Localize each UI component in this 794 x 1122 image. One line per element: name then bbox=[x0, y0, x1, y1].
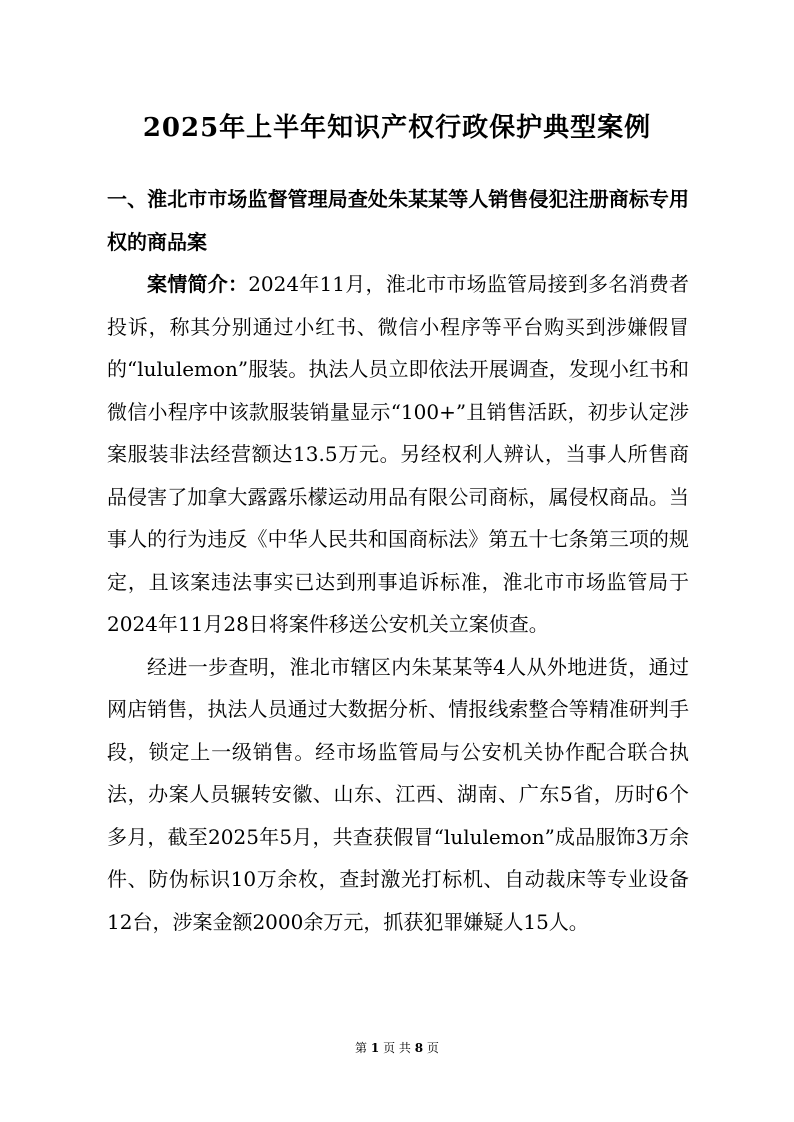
document-title: 2025年上半年知识产权行政保护典型案例 bbox=[142, 113, 652, 143]
footer-current-page: 1 bbox=[370, 1041, 380, 1055]
section-heading: 一、淮北市市场监督管理局查处朱某某等人销售侵犯注册商标专用权的商品案 bbox=[107, 187, 689, 254]
footer-prefix: 第 bbox=[355, 1041, 368, 1055]
investigation-paragraph: 经进一步查明，淮北市辖区内朱某某等4人从外地进货，通过网店销售，执法人员通过大数据分析、情报线索整合等精准研判手段，锁定上一级销售。经市场监管局与公安机关协作配合联合执法，办案人员辗转安徽、山东、江西、湖南、广东5省，历时6个多月，截至2025年5月，共查获假冒“lululemon”成品服饰3万余件、防伪标识10万余枚，查封激光打标机、自动裁床等专业设备12台，涉案金额2000余万元，抓获犯罪嫌疑人15人。 bbox=[107, 654, 689, 934]
footer-suffix: 页 bbox=[426, 1041, 439, 1055]
case-summary-text: 2024年11月，淮北市市场监管局接到多名消费者投诉，称其分别通过小红书、微信小程序等平台购买到涉嫌假冒的“lululemon”服装。执法人员立即依法开展调查，发现小红书和微信小程序中该款服装销量显示“100+”且销售活跃，初步认定涉案服装非法经营额达13.5万元。另经权利人辨认，当事人所售商品侵害了加拿大露露乐檬运动用品有限公司商标，属侵权商品。当事人的行为违反《中华人民共和国商标法》第五十七条第三项的规定，且该案违法事实已达到刑事追诉标准，淮北市市场监管局于2024年11月28日将案件移送公安机关立案侦查。 bbox=[107, 272, 690, 636]
footer-middle: 页 共 bbox=[383, 1041, 411, 1055]
case-summary-label: 案情简介： bbox=[147, 272, 249, 296]
case-summary-paragraph bbox=[107, 263, 689, 646]
page-footer bbox=[0, 1040, 794, 1056]
document-body bbox=[107, 178, 689, 943]
footer-total-pages: 8 bbox=[414, 1041, 424, 1055]
